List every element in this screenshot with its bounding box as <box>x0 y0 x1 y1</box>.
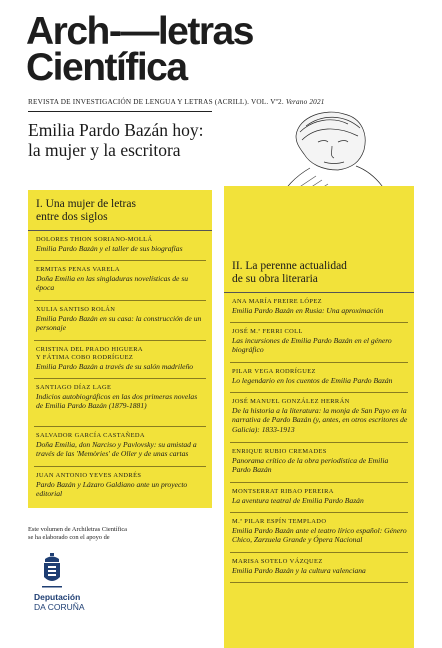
sponsor-credit <box>28 526 127 542</box>
entry-divider <box>34 260 206 261</box>
entry-work: Las incursiones de Emilia Pardo Bazán en el género biográfico <box>232 336 392 355</box>
section1-entry <box>36 384 206 411</box>
sponsor-name: Deputación <box>34 592 81 602</box>
entry-author: JUAN ANTONIO YEVES ANDRÉS <box>36 472 142 479</box>
entry-work: De la historia a la literatura: la monja de San Payo en la narrativa de Pardo Bazán (y, antes, en otros escritores de Galicia): 1833-1913 <box>232 406 408 434</box>
crest-icon <box>40 553 64 591</box>
entry-divider <box>34 426 206 427</box>
section1-rule <box>28 230 212 231</box>
journal-subtitle <box>28 98 325 106</box>
section1-heading-line2: entre dos siglos <box>36 211 108 223</box>
entry-author: PILAR VEGA RODRÍGUEZ <box>232 368 316 375</box>
section1-entry <box>36 306 206 333</box>
entry-author: ENRIQUE RUBIO CREMADES <box>232 448 327 455</box>
entry-author: DOLORES THION SORIANO-MOLLÁ <box>36 236 153 243</box>
entry-divider <box>34 466 206 467</box>
entry-author: SALVADOR GARCÍA CASTAÑEDA <box>36 432 145 439</box>
entry-work: Emilia Pardo Bazán y la cultura valenciana <box>232 566 366 575</box>
entry-divider <box>34 340 206 341</box>
journal-title <box>26 10 253 89</box>
entry-author-2: Y FÁTIMA COBO RODRÍGUEZ <box>36 354 134 361</box>
entry-divider <box>34 300 206 301</box>
section2-rule <box>224 292 414 293</box>
entry-author: M.ª PILAR ESPÍN TEMPLADO <box>232 518 327 525</box>
issue-title-line2: la mujer y la escritora <box>28 140 181 160</box>
entry-divider <box>230 392 408 393</box>
journal-subtitle-season: Verano 2021 <box>285 98 325 106</box>
issue-title <box>28 120 203 160</box>
entry-author: ERMITAS PENAS VARELA <box>36 266 120 273</box>
sponsor-subname: DA CORUÑA <box>34 602 85 612</box>
entry-author: MONTSERRAT RIBAO PEREIRA <box>232 488 334 495</box>
section1-heading <box>36 198 136 224</box>
section1-panel <box>28 190 212 508</box>
section2-heading-line2: de su obra literaria <box>232 273 318 285</box>
entry-work: Doña Emilia en las singladuras novelísticas de su época <box>36 274 189 293</box>
entry-author: XULIA SANTISO ROLÁN <box>36 306 116 313</box>
entry-divider <box>230 482 408 483</box>
entry-work: Panorama crítico de la obra periodística de Emilia Pardo Bazán <box>232 456 389 475</box>
section2-entry <box>232 298 408 315</box>
entry-work: Pardo Bazán y Lázaro Galdiano ante un proyecto editorial <box>36 480 188 499</box>
entry-work: La aventura teatral de Emilia Pardo Bazán <box>232 496 364 505</box>
section2-entry <box>232 558 408 575</box>
entry-author: JOSÉ MANUEL GONZÁLEZ HERRÁN <box>232 398 350 405</box>
section2-entry <box>232 328 408 355</box>
issue-title-line1: Emilia Pardo Bazán hoy: <box>28 120 204 140</box>
section2-entry <box>232 398 408 434</box>
entry-divider <box>34 378 206 379</box>
section2-entry <box>232 488 408 505</box>
entry-work: Emilia Pardo Bazán ante el teatro lírico español: Género Chico, Zarzuela Grande y Ópera Nacional <box>232 526 407 545</box>
section2-entry <box>232 368 408 385</box>
entry-author: MARISA SOTELO VÁZQUEZ <box>232 558 323 565</box>
section1-entry <box>36 236 206 253</box>
entry-work: Indicios autobiográficos en las dos primeras novelas de Emilia Pardo Bazán (1879-1881) <box>36 392 198 411</box>
entry-work: Emilia Pardo Bazán y el taller de sus biografías <box>36 244 183 253</box>
section1-entry <box>36 472 206 499</box>
journal-title-line2: Científica <box>26 46 187 89</box>
sponsor-credit-line1: Este volumen de Archiletras Científica <box>28 526 128 533</box>
entry-divider <box>230 442 408 443</box>
entry-work: Emilia Pardo Bazán en Rusia: Una aproximación <box>232 306 384 315</box>
entry-divider <box>230 322 408 323</box>
section2-heading-line1: II. La perenne actualidad <box>232 260 347 272</box>
entry-work: Doña Emilia, don Narciso y Pavlovsky: su amistad a través de las 'Memòries' de Oller y de unas cartas <box>36 440 197 459</box>
header-rule <box>28 111 212 112</box>
section2-heading <box>232 260 347 286</box>
entry-divider <box>230 362 408 363</box>
entry-author: JOSÉ M.ª FERRI COLL <box>232 328 303 335</box>
section2-entry <box>232 448 408 475</box>
entry-author: SANTIAGO DÍAZ LAGE <box>36 384 112 391</box>
section1-entry <box>36 432 206 459</box>
entry-work: Lo legendario en los cuentos de Emilia Pardo Bazán <box>232 376 393 385</box>
entry-divider <box>230 512 408 513</box>
journal-subtitle-text: REVISTA DE INVESTIGACIÓN DE LENGUA Y LETRAS (ACRILL). VOL. Vº2. <box>28 98 284 106</box>
section1-entry <box>36 346 206 371</box>
entry-work: Emilia Pardo Bazán a través de su salón madrileño <box>36 362 194 371</box>
entry-divider <box>230 552 408 553</box>
entry-divider <box>230 582 408 583</box>
entry-author: CRISTINA DEL PRADO HIGUERA <box>36 346 143 353</box>
section2-panel <box>224 186 414 648</box>
entry-work: Emilia Pardo Bazán en su casa: la construcción de un personaje <box>36 314 202 333</box>
section1-heading-line1: I. Una mujer de letras <box>36 198 136 210</box>
sponsor-credit-line2: se ha elaborado con el apoyo de <box>28 534 110 541</box>
entry-author: ANA MARÍA FREIRE LÓPEZ <box>232 298 322 305</box>
section2-entry <box>232 518 408 545</box>
section1-entry <box>36 266 206 293</box>
journal-title-line1: Arch-—letras <box>26 10 253 53</box>
